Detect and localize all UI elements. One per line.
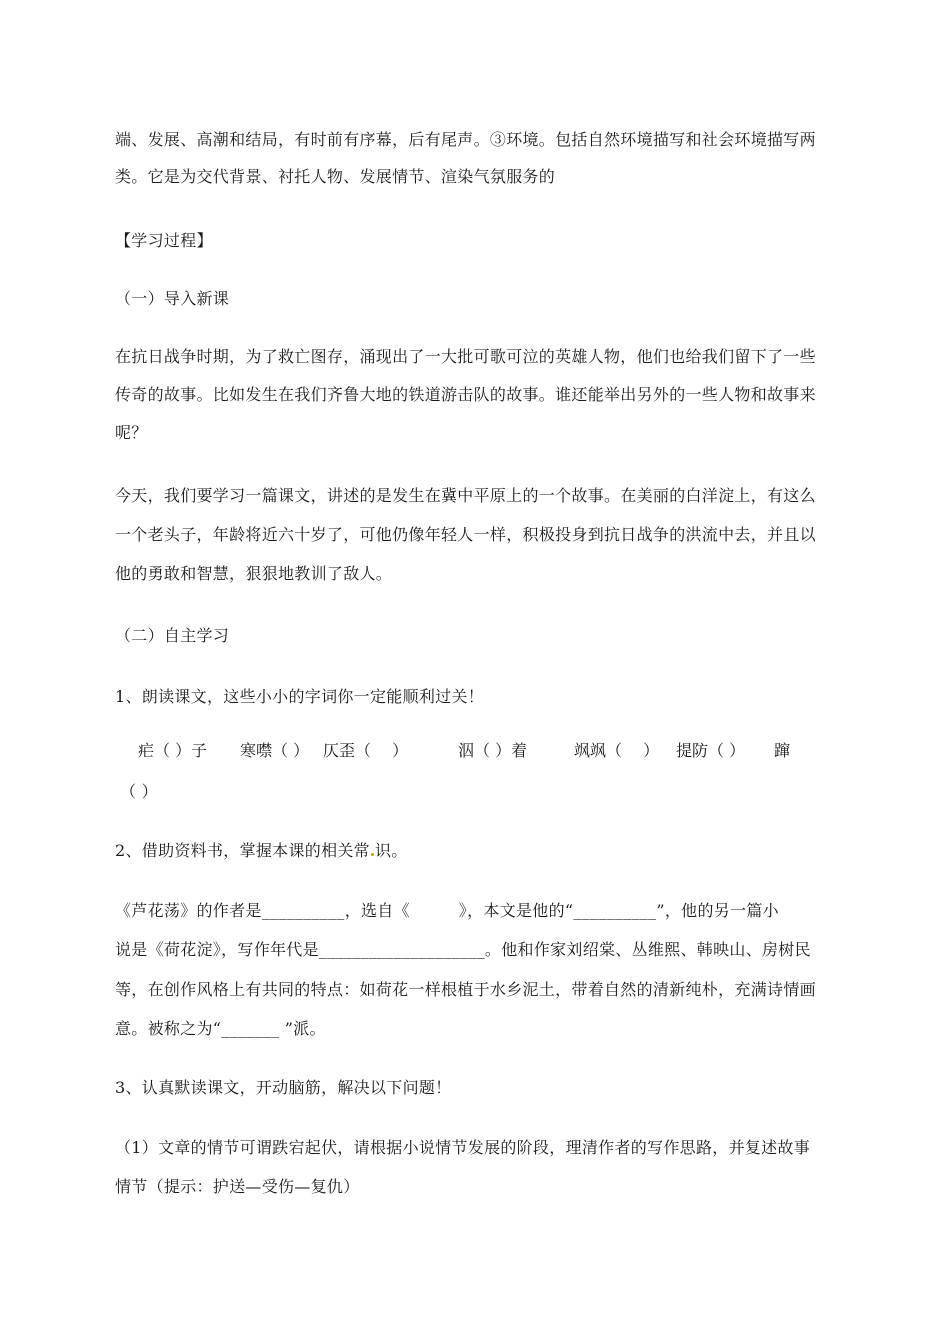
intro-line-1: 端、发展、高潮和结局，有时前有序幕，后有尾声。③环境。包括自然环境描写和社会环境描写两 <box>115 130 816 149</box>
highlight-dot <box>371 853 374 856</box>
question-2-text-end: 识。 <box>374 841 408 860</box>
question-3-1-line-2: 情节（提示：护送—受伤—复仇） <box>115 1177 360 1196</box>
part1-para2-line-2: 一个老头子，年龄将近六十岁了，可他仍像年轻人一样，积极投身到抗日战争的洪流中去，并且以 <box>115 525 816 544</box>
question-3: 3、认真默读课文，开动脑筋，解决以下问题！ <box>115 1078 452 1097</box>
fill-line-4: 意。被称之为“_______ ”派。 <box>115 1019 326 1038</box>
part1-para2-line-3: 他的勇敢和智慧，狠狠地教训了敌人。 <box>115 564 393 583</box>
part1-para1-line-2: 传奇的故事。比如发生在我们齐鲁大地的铁道游击队的故事。谁还能举出另外的一些人物和故事来 <box>115 385 816 404</box>
fill-line-1: 《芦花荡》的作者是__________，选自《 》，本文是他的“__________”，他的另一篇小 <box>115 901 779 920</box>
part1-para2-line-1: 今天，我们要学习一篇课文，讲述的是发生在冀中平原上的一个故事。在美丽的白洋淀上，有这么 <box>115 486 816 505</box>
part2-heading: （二）自主学习 <box>115 626 230 645</box>
part1-para1-line-3: 呢？ <box>115 423 148 442</box>
vocab-wrap: （ ） <box>120 782 158 801</box>
question-2 <box>115 840 850 862</box>
question-3-1-line-1: （1）文章的情节可谓跌宕起伏，请根据小说情节发展的阶段，理清作者的写作思路，并复述故事 <box>115 1138 811 1157</box>
vocab-item: 提防（ ） <box>676 741 746 760</box>
vocab-item: 仄歪（ ） <box>323 741 409 760</box>
fill-line-2: 说是《荷花淀》，写作年代是____________________。他和作家刘绍棠、丛维熙、韩映山、房树民 <box>115 940 811 959</box>
question-2-text: 2、借助资料书，掌握本课的相关常 <box>115 841 370 860</box>
vocab-item: 蹿 <box>774 741 791 760</box>
fill-line-3: 等，在创作风格上有共同的特点：如荷花一样根植于水乡泥土，带着自然的清新纯朴，充满诗情画 <box>115 980 816 999</box>
vocab-item: 泅（ ）着 <box>458 741 528 760</box>
vocab-item: 飒飒（ ） <box>574 741 660 760</box>
part1-heading: （一）导入新课 <box>115 289 230 308</box>
question-1: 1、朗读课文，这些小小的字词你一定能顺利过关！ <box>115 687 485 706</box>
section-heading-process: 【学习过程】 <box>115 231 213 250</box>
vocab-item: 疟（ ）子 <box>138 741 208 760</box>
intro-line-2: 类。它是为交代背景、衬托人物、发展情节、渲染气氛服务的 <box>115 167 556 186</box>
part1-para1-line-1: 在抗日战争时期，为了救亡图存，涌现出了一大批可歌可泣的英雄人物，他们也给我们留下了一些 <box>115 347 816 366</box>
vocab-item: 寒噤（ ） <box>240 741 310 760</box>
